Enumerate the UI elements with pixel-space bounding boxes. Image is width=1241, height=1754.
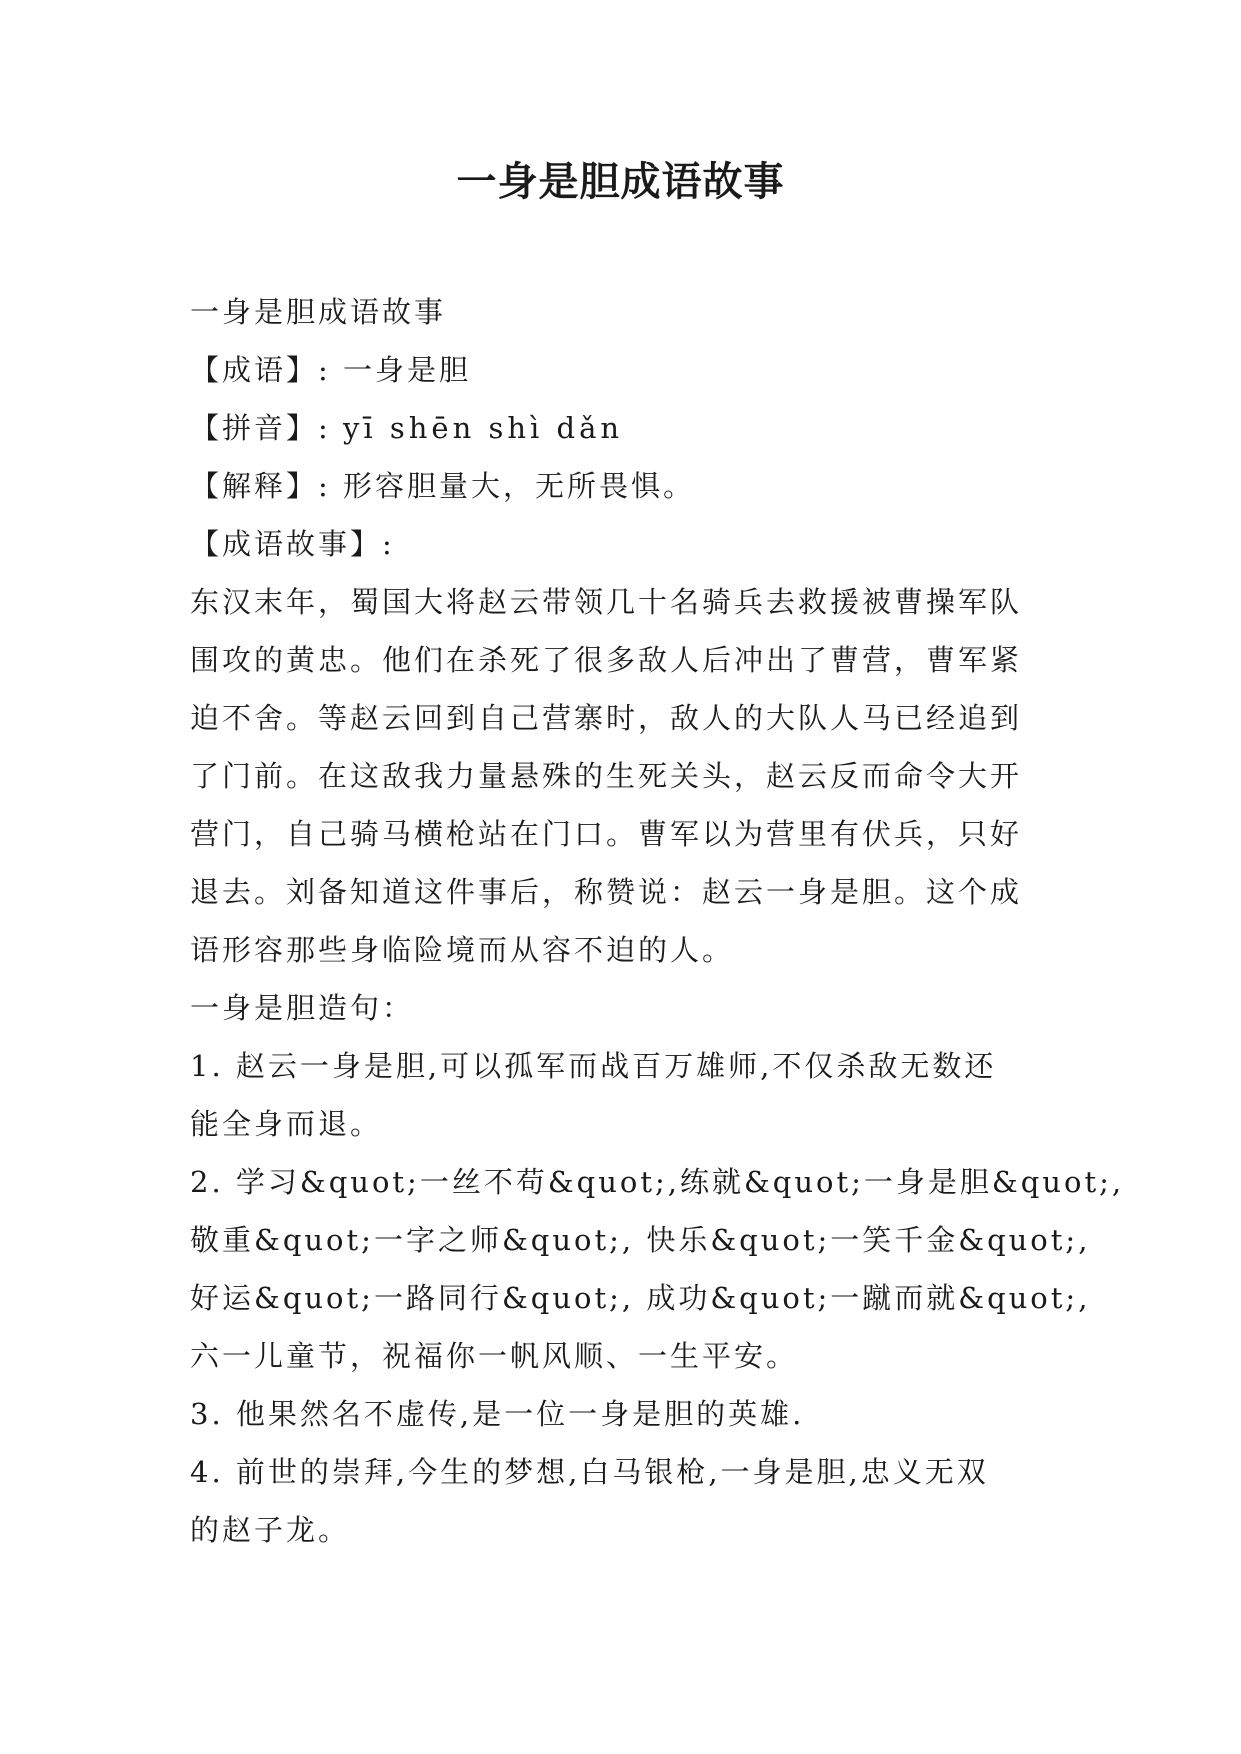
sentences-label: 一身是胆造句： <box>190 991 415 1025</box>
story-line: 语形容那些身临险境而从容不迫的人。 <box>190 933 735 967</box>
sentence-line: 好运&quot;一路同行&quot;, 成功&quot;一蹴而就&quot;, <box>190 1281 1091 1315</box>
story-line: 迫不舍。等赵云回到自己营寨时，敌人的大队人马已经追到 <box>190 701 1023 735</box>
idiom-label: 【成语】: <box>190 353 331 387</box>
story-line: 退去。刘备知道这件事后，称赞说：赵云一身是胆。这个成 <box>190 875 1023 909</box>
pinyin-row <box>190 399 1070 457</box>
pinyin-label: 【拼音】: <box>190 411 331 445</box>
sentence-line: 4. 前世的崇拜,今生的梦想,白马银枪,一身是胆,忠义无双 <box>190 1455 989 1489</box>
story-label: 【成语故事】: <box>190 527 395 561</box>
explanation-row <box>190 457 1070 515</box>
sentence-line: 六一儿童节，祝福你一帆风顺、一生平安。 <box>190 1339 799 1373</box>
sentence-line: 3. 他果然名不虚传,是一位一身是胆的英雄. <box>190 1397 805 1431</box>
story-line: 东汉末年，蜀国大将赵云带领几十名骑兵去救援被曹操军队 <box>190 585 1023 619</box>
sentence-line: 能全身而退。 <box>190 1107 383 1141</box>
idiom-value: 一身是胆 <box>343 353 472 387</box>
document-body <box>190 283 1125 1559</box>
page-title: 一身是胆成语故事 <box>456 158 785 205</box>
explanation-label: 【解释】: <box>190 469 331 503</box>
sentence-line: 1. 赵云一身是胆,可以孤军而战百万雄师,不仅杀敌无数还 <box>190 1049 997 1083</box>
sentence-line: 2. 学习&quot;一丝不苟&quot;,练就&quot;一身是胆&quot;, <box>190 1165 1125 1199</box>
explanation-value: 形容胆量大，无所畏惧。 <box>343 469 696 503</box>
story-line: 了门前。在这敌我力量悬殊的生死关头，赵云反而命令大开 <box>190 759 1023 793</box>
section-heading: 一身是胆成语故事 <box>190 295 447 329</box>
sentence-line: 敬重&quot;一字之师&quot;, 快乐&quot;一笑千金&quot;, <box>190 1223 1091 1257</box>
pinyin-value: yī shēn shì dǎn <box>343 411 624 445</box>
story-line: 营门，自己骑马横枪站在门口。曹军以为营里有伏兵，只好 <box>190 817 1023 851</box>
idiom-row <box>190 341 1070 399</box>
story-line: 围攻的黄忠。他们在杀死了很多敌人后冲出了曹营，曹军紧 <box>190 643 1023 677</box>
sentence-line: 的赵子龙。 <box>190 1513 351 1547</box>
